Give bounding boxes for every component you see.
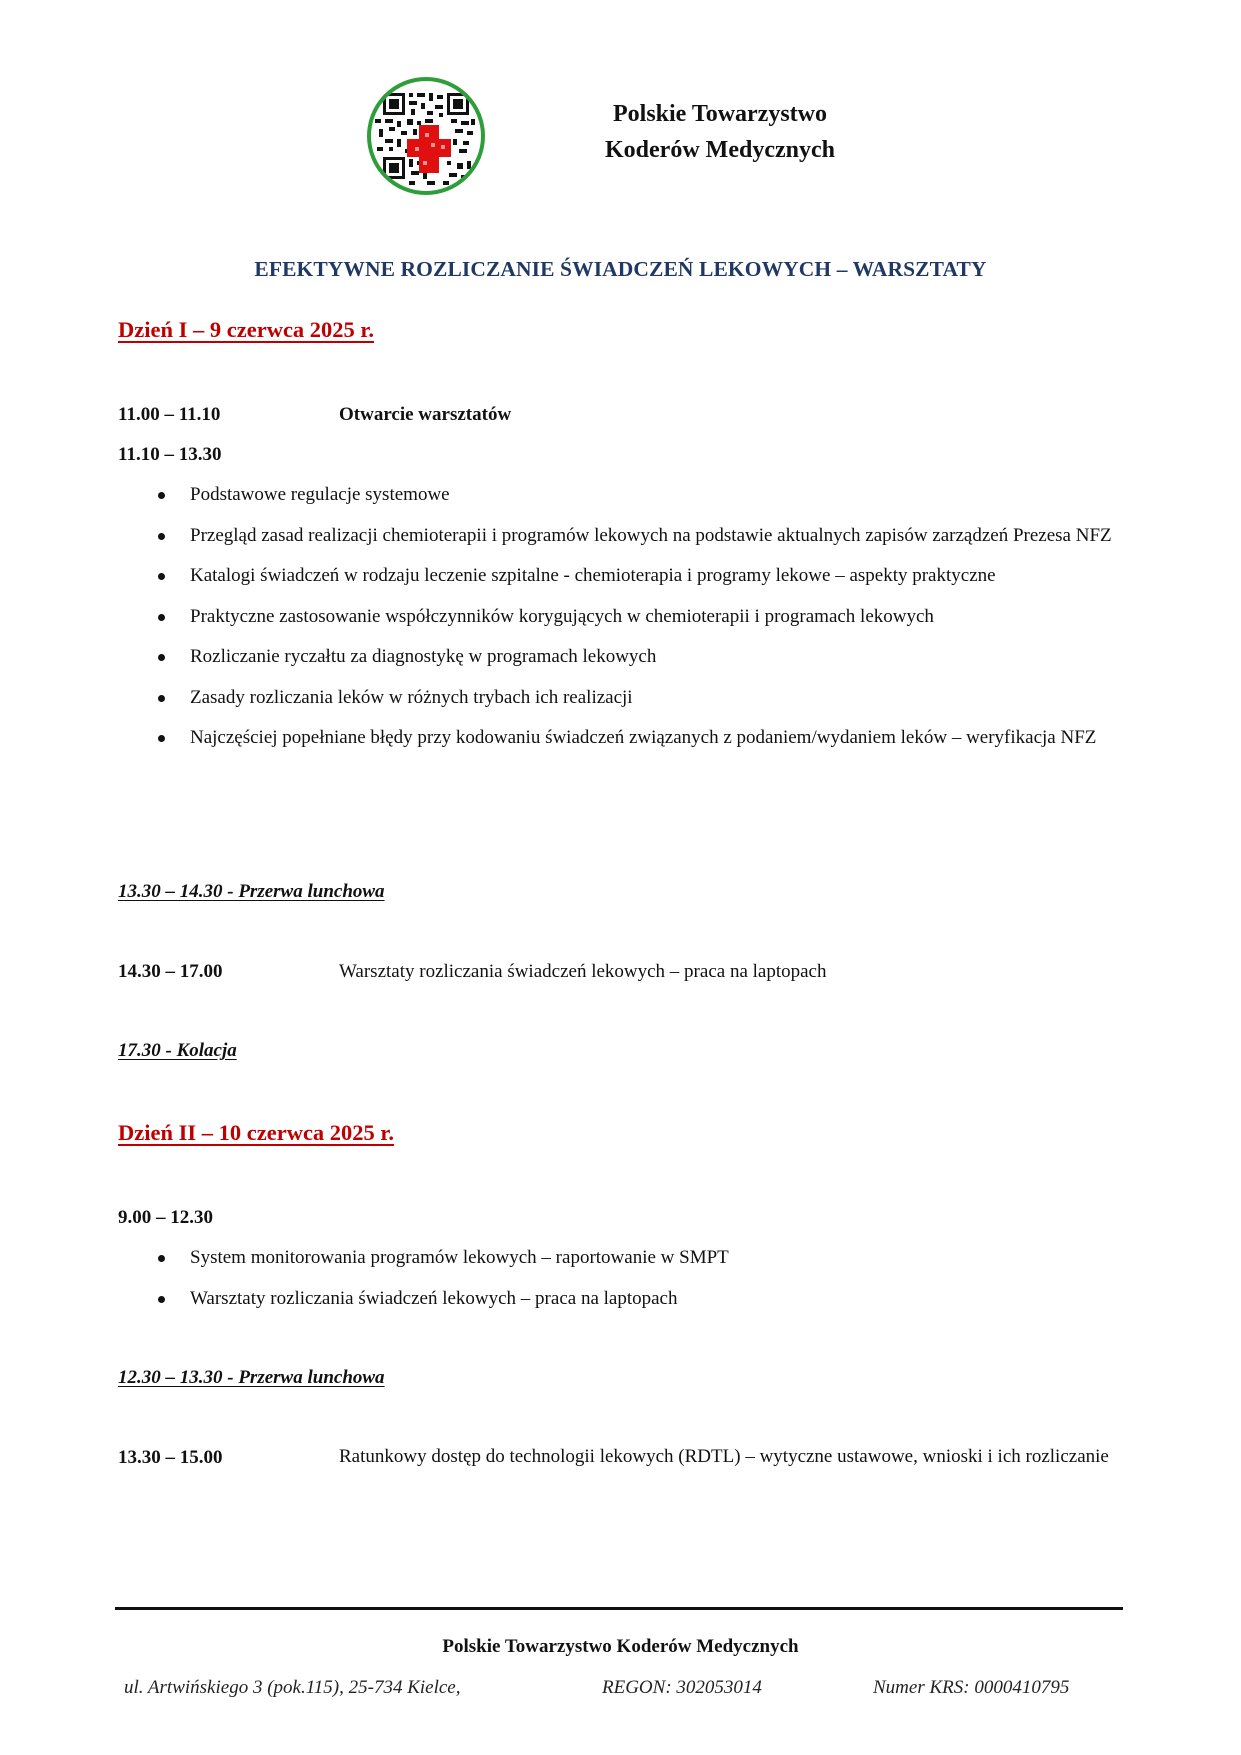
day2-slot2-label: Ratunkowy dostęp do technologii lekowych (RDTL) – wytyczne ustawowe, wnioski i ich rozliczanie [339,1446,1109,1467]
list-item: System monitorowania programów lekowych – raportowanie w SMPT [150,1238,1165,1279]
qr-code-medical-cross-logo-icon [367,77,485,195]
day2-slot1-time: 9.00 – 12.30 [118,1207,213,1228]
footer-address: ul. Artwińskiego 3 (pok.115), 25-734 Kielce, [124,1677,461,1698]
bullet-icon [158,573,165,580]
document-title: EFEKTYWNE ROZLICZANIE ŚWIADCZEŃ LEKOWYCH – WARSZTATY [254,257,987,281]
day2-lunch-break: 12.30 – 13.30 - Przerwa lunchowa [118,1367,385,1388]
bullet-icon [158,533,165,540]
day1-topic-list [150,475,1165,759]
list-item: Warsztaty rozliczania świadczeń lekowych – praca na laptopach [150,1279,1165,1320]
day1-slot1-time: 11.00 – 11.10 [118,404,221,425]
footer-krs: Numer KRS: 0000410795 [873,1677,1070,1698]
list-item: Praktyczne zastosowanie współczynników korygujących w chemioterapii i programach lekowych [150,597,1165,638]
list-item: Przegląd zasad realizacji chemioterapii i programów lekowych na podstawie aktualnych zapisów zarządzeń Prezesa NFZ [150,516,1165,557]
day1-lunch-break: 13.30 – 14.30 - Przerwa lunchowa [118,881,385,902]
bullet-icon [158,654,165,661]
list-item: Zasady rozliczania leków w różnych trybach ich realizacji [150,678,1165,719]
bullet-icon [158,1255,165,1262]
list-item: Najczęściej popełniane błędy przy kodowaniu świadczeń związanych z podaniem/wydaniem leków – weryfikacja NFZ [150,718,1165,759]
org-title-line2: Koderów Medycznych [605,137,835,163]
footer-regon: REGON: 302053014 [602,1677,762,1698]
day2-slot2-time: 13.30 – 15.00 [118,1447,223,1468]
footer-divider [115,1607,1123,1610]
bullet-icon [158,735,165,742]
day1-dinner: 17.30 - Kolacja [118,1040,237,1061]
day1-slot3-time: 14.30 – 17.00 [118,961,223,982]
bullet-icon [158,1296,165,1303]
list-item: Katalogi świadczeń w rodzaju leczenie szpitalne - chemioterapia i programy lekowe – aspekty praktyczne [150,556,1165,597]
day1-slot2-time: 11.10 – 13.30 [118,444,222,465]
day1-slot1-label: Otwarcie warsztatów [339,404,512,425]
bullet-icon [158,695,165,702]
bullet-icon [158,492,165,499]
list-item: Podstawowe regulacje systemowe [150,475,1165,516]
bullet-icon [158,614,165,621]
footer-org-name: Polskie Towarzystwo Koderów Medycznych [442,1636,799,1657]
list-item: Rozliczanie ryczałtu za diagnostykę w programach lekowych [150,637,1165,678]
org-title-line1: Polskie Towarzystwo [612,101,827,127]
day1-slot3-label: Warsztaty rozliczania świadczeń lekowych – praca na laptopach [339,961,827,982]
day2-topic-list [150,1238,1165,1319]
day2-heading: Dzień II – 10 czerwca 2025 r. [118,1120,394,1145]
day1-heading: Dzień I – 9 czerwca 2025 r. [118,317,374,342]
